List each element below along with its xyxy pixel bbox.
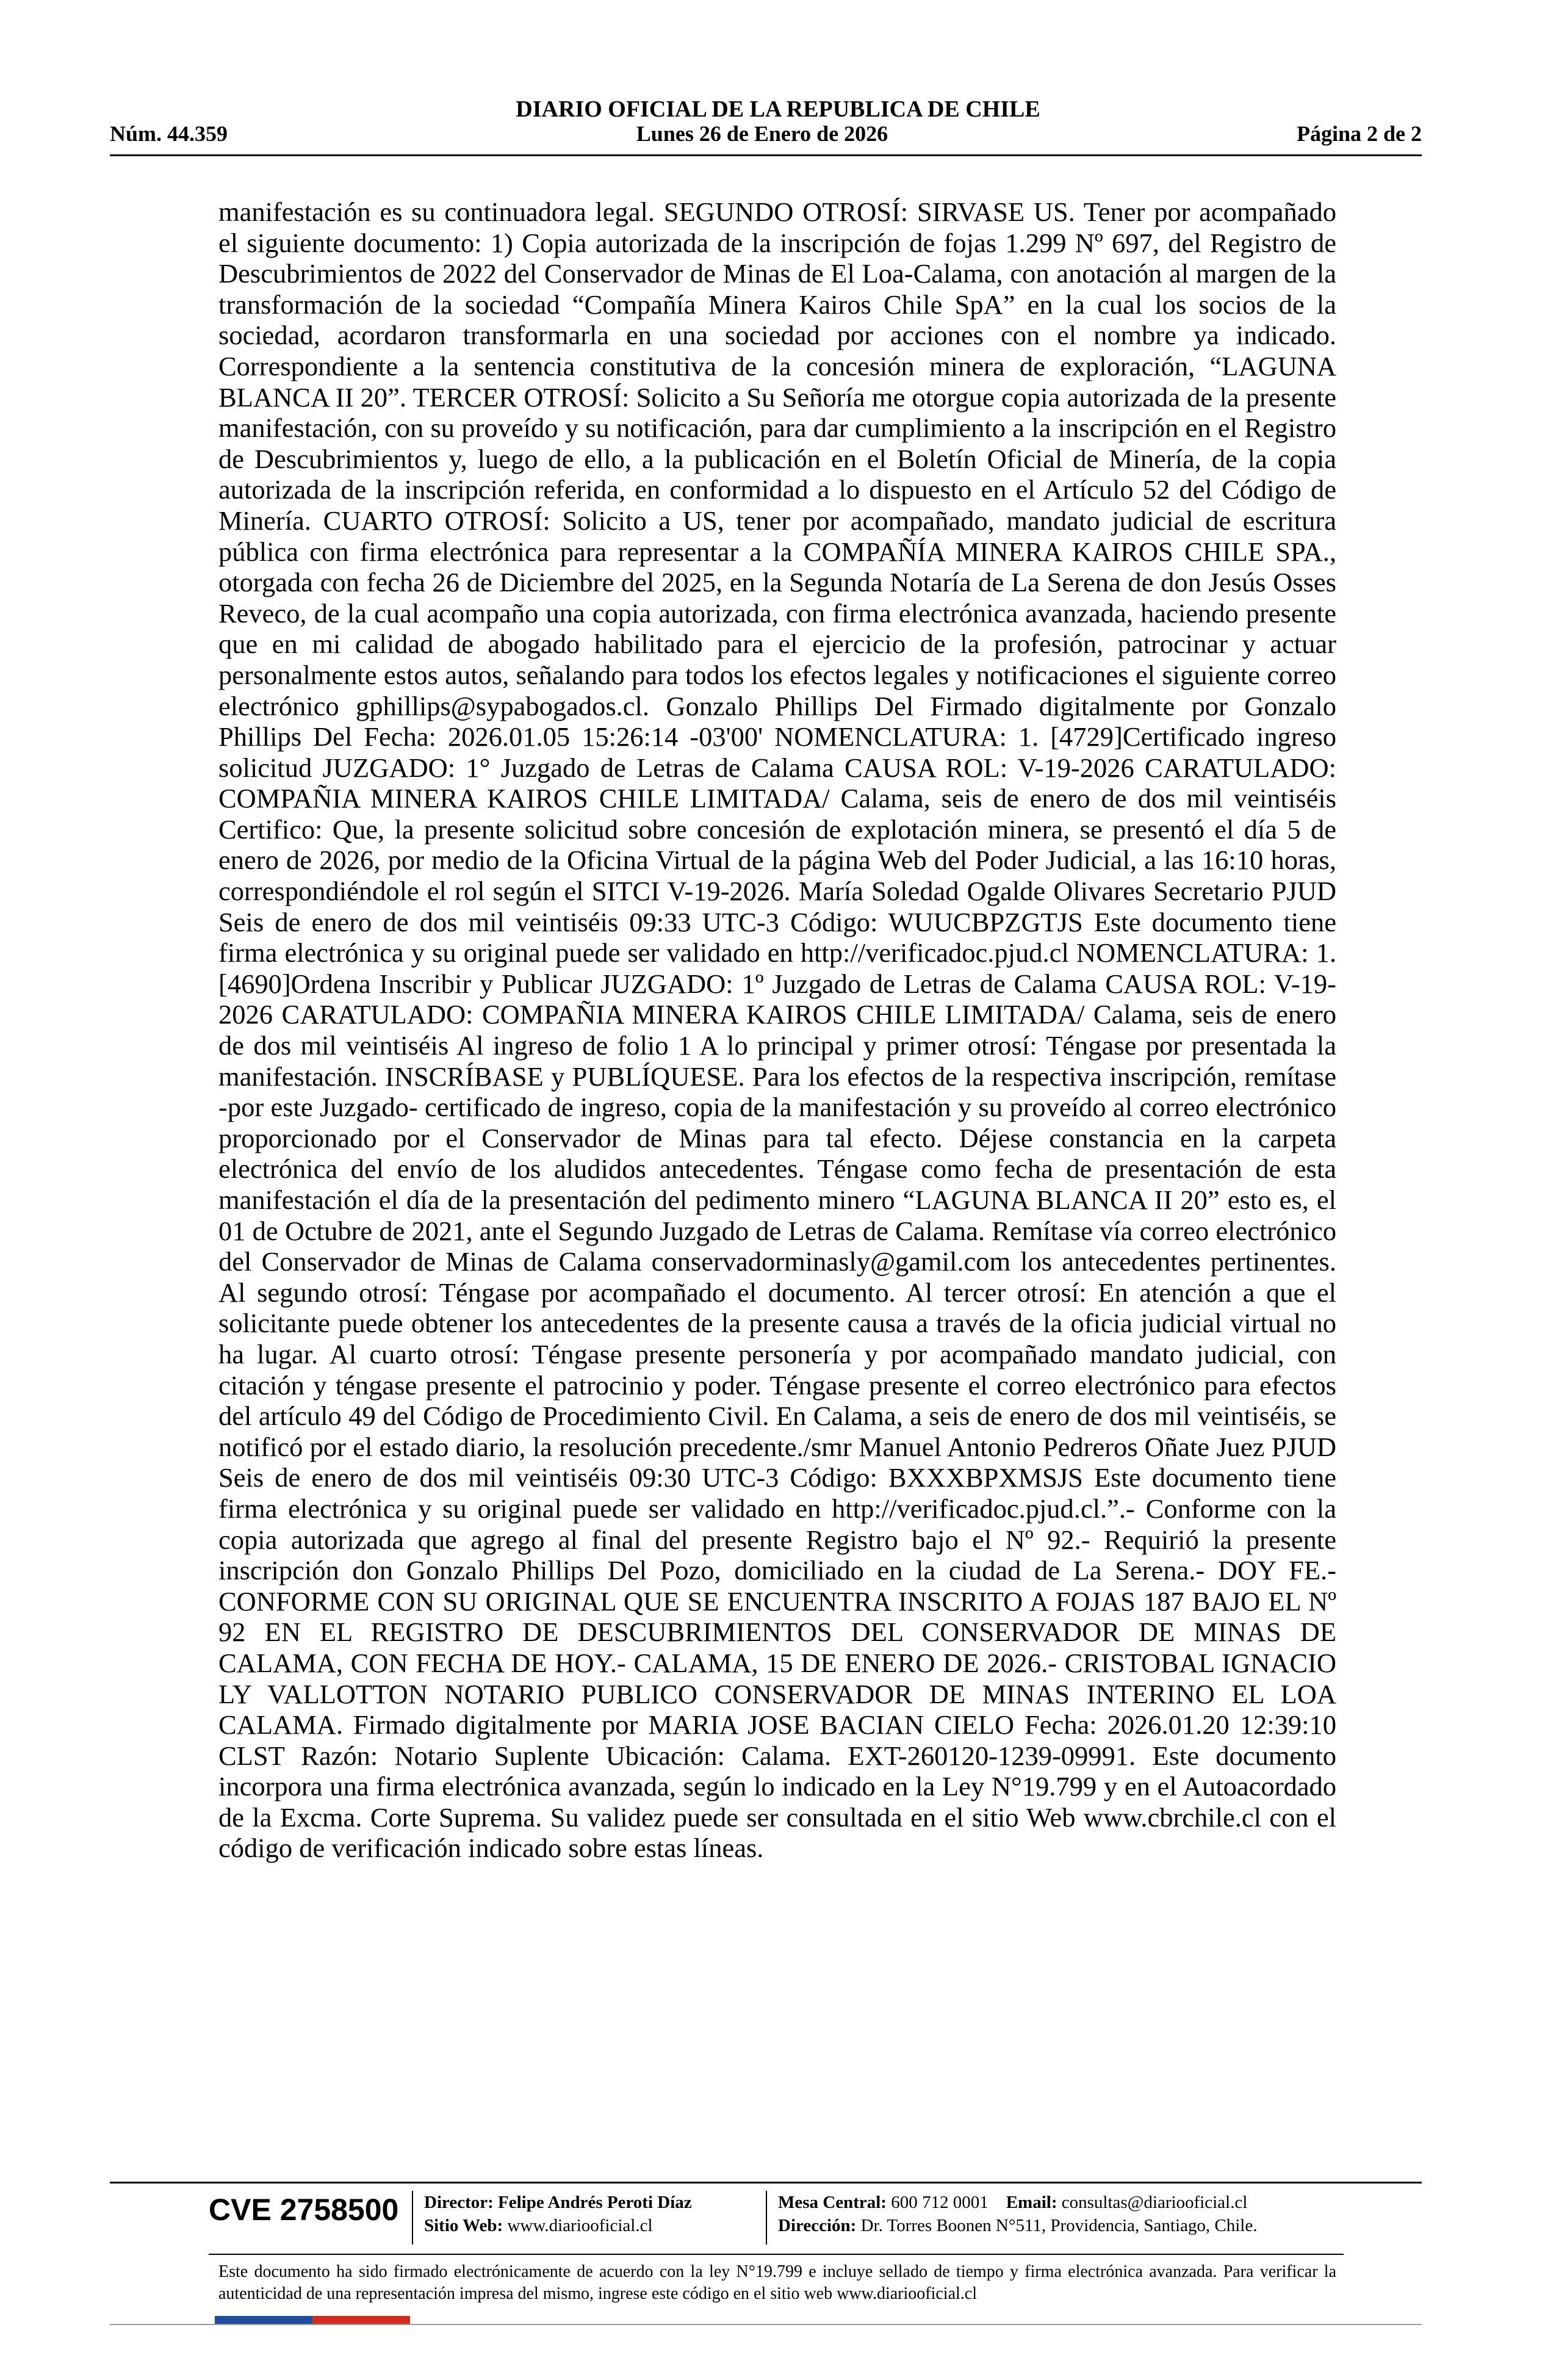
- mesa-label: Mesa Central:: [778, 2193, 887, 2212]
- chile-flag-bar: [215, 2316, 410, 2324]
- address-value: Dr. Torres Boonen N°511, Providencia, Santiago, Chile.: [860, 2216, 1258, 2235]
- footer-contact-block: [778, 2191, 1257, 2237]
- email-link[interactable]: consultas@diariooficial.cl: [1061, 2193, 1248, 2212]
- email-label: Email:: [1006, 2193, 1057, 2212]
- mesa-phone: 600 712 0001: [891, 2193, 989, 2212]
- header-row: [110, 121, 1422, 146]
- issue-number: Núm. 44.359: [110, 121, 228, 146]
- director-label: Director:: [424, 2193, 494, 2212]
- footer-rule-bottom: [110, 2324, 1422, 2325]
- body-text: manifestación es su continuadora legal. SEGUNDO OTROSÍ: SIRVASE US. Tener por acompañado el siguiente documento: 1) Copia autorizada de la inscripción de fojas 1.299 Nº 697, del Registro de Descubrimientos de 2022 del Conservador de Minas de El Loa-Calama, con anotación al margen de la transformación de la sociedad “Compañía Minera Kairos Chile SpA” en la cual los socios de la sociedad, acordaron transformarla en una sociedad por acciones con el nombre ya indicado. Correspondiente a la sentencia constitutiva de la concesión minera de exploración, “LAGUNA BLANCA II 20”. TERCER OTROSÍ: Solicito a Su Señoría me otorgue copia autorizada de la presente manifestación, con su proveído y su notificación, para dar cumplimiento a la inscripción en el Registro de Descubrimientos y, luego de ello, a la publicación en el Boletín Oficial de Minería, de la copia autorizada de la inscripción referida, en conformidad a lo dispuesto en el Artículo 52 del Código de Minería. CUARTO OTROSÍ: Solicito a US, tener por acompañado, mandato judicial de escritura pública con firma electrónica para representar a la COMPAÑÍA MINERA KAIROS CHILE SPA., otorgada con fecha 26 de Diciembre del 2025, en la Segunda Notaría de La Serena de don Jesús Osses Reveco, de la cual acompaño una copia autorizada, con firma electrónica avanzada, haciendo presente que en mi calidad de abogado habilitado para el ejercicio de la profesión, patrocinar y actuar personalmente estos autos, señalando para todos los efectos legales y notificaciones el siguiente correo electrónico gphillips@sypabogados.cl. Gonzalo Phillips Del Firmado digitalmente por Gonzalo Phillips Del Fecha: 2026.01.05 15:26:14 -03'00' NOMENCLATURA: 1. [4729]Certificado ingreso solicitud JUZGADO: 1° Juzgado de Letras de Calama CAUSA ROL: V-19-2026 CARATULADO: COMPAÑIA MINERA KAIROS CHILE LIMITADA/ Calama, seis de enero de dos mil veintiséis Certifico: Que, la presente solicitud sobre concesión de explotación minera, se presentó el día 5 de enero de 2026, por medio de la Oficina Virtual de la página Web del Poder Judicial, a las 16:10 horas, correspondiéndole el rol según el SITCI V-19-2026. María Soledad Ogalde Olivares Secretario PJUD Seis de enero de dos mil veintiséis 09:33 UTC-3 Código: WUUCBPZGTJS Este documento tiene firma electrónica y su original puede ser validado en http://verificadoc.pjud.cl NOMENCLATURA: 1. [4690]Ordena Inscribir y Publicar JUZGADO: 1º Juzgado de Letras de Calama CAUSA ROL: V-19-2026 CARATULADO: COMPAÑIA MINERA KAIROS CHILE LIMITADA/ Calama, seis de enero de dos mil veintiséis Al ingreso de folio 1 A lo principal y primer otrosí: Téngase por presentada la manifestación. INSCRÍBASE y PUBLÍQUESE. Para los efectos de la respectiva inscripción, remítase -por este Juzgado- certificado de ingreso, copia de la manifestación y su proveído al correo electrónico proporcionado por el Conservador de Minas para tal efecto. Déjese constancia en la carpeta electrónica del envío de los aludidos antecedentes. Téngase como fecha de presentación de esta manifestación el día de la presentación del pedimento minero “LAGUNA BLANCA II 20” esto es, el 01 de Octubre de 2021, ante el Segundo Juzgado de Letras de Calama. Remítase vía correo electrónico del Conservador de Minas de Calama conservadorminasly@gamil.com los antecedentes pertinentes. Al segundo otrosí: Téngase por acompañado el documento. Al tercer otrosí: En atención a que el solicitante puede obtener los antecedentes de la presente causa a través de la oficia judicial virtual no ha lugar. Al cuarto otrosí: Téngase presente personería y por acompañado mandato judicial, con citación y téngase presente el patrocinio y poder. Téngase presente el correo electrónico para efectos del artículo 49 del Código de Procedimiento Civil. En Calama, a seis de enero de dos mil veintiséis, se notificó por el estado diario, la resolución precedente./smr Manuel Antonio Pedreros Oñate Juez PJUD Seis de enero de dos mil veintiséis 09:30 UTC-3 Código: BXXXBPXMSJS Este documento tiene firma electrónica y su original puede ser validado en http://verificadoc.pjud.cl.”.- Conforme con la copia autorizada que agrego al final del presente Registro bajo el Nº 92.- Requirió la presente inscripción don Gonzalo Phillips Del Pozo, domiciliado en la ciudad de La Serena.- DOY FE.- CONFORME CON SU ORIGINAL QUE SE ENCUENTRA INSCRITO A FOJAS 187 BAJO EL Nº 92 EN EL REGISTRO DE DESCUBRIMIENTOS DEL CONSERVADOR DE MINAS DE CALAMA, CON FECHA DE HOY.- CALAMA, 15 DE ENERO DE 2026.- CRISTOBAL IGNACIO LY VALLOTTON NOTARIO PUBLICO CONSERVADOR DE MINAS INTERINO EL LOA CALAMA. Firmado digitalmente por MARIA JOSE BACIAN CIELO Fecha: 2026.01.20 12:39:10 CLST Razón: Notario Suplente Ubicación: Calama. EXT-260120-1239-09991. Este documento incorpora una firma electrónica avanzada, según lo indicado en la Ley N°19.799 y en el Autoacordado de la Excma. Corte Suprema. Su validez puede ser consultada en el sitio Web www.cbrchile.cl con el código de verificación indicado sobre estas líneas.: [218, 197, 1336, 1864]
- flag-blue-segment: [215, 2316, 312, 2324]
- cve-code: CVE 2758500: [209, 2193, 399, 2227]
- footer-director-block: [424, 2191, 692, 2237]
- footer-divider: [412, 2191, 413, 2245]
- footer-note: Este documento ha sido firmado electrónicamente de acuerdo con la ley N°19.799 e incluye sellado de tiempo y firma electrónica avanzada. Para verificar la autenticidad de una representación impresa del mismo, ingrese este código en el sitio web www.diariooficial.cl: [218, 2262, 1336, 2303]
- address-label: Dirección:: [778, 2216, 857, 2235]
- site-label: Sitio Web:: [424, 2216, 503, 2235]
- site-link[interactable]: www.diariooficial.cl: [507, 2216, 653, 2235]
- footer-rule-top: [110, 2182, 1422, 2183]
- director-name: Felipe Andrés Peroti Díaz: [498, 2193, 692, 2212]
- footer-divider: [766, 2191, 767, 2245]
- page-number: Página 2 de 2: [1296, 121, 1422, 146]
- publication-title: DIARIO OFICIAL DE LA REPUBLICA DE CHILE: [516, 96, 1040, 122]
- header-rule: [110, 154, 1422, 156]
- footer-rule-mid: [209, 2254, 1344, 2255]
- flag-red-segment: [312, 2316, 410, 2324]
- issue-date: Lunes 26 de Enero de 2026: [636, 121, 888, 146]
